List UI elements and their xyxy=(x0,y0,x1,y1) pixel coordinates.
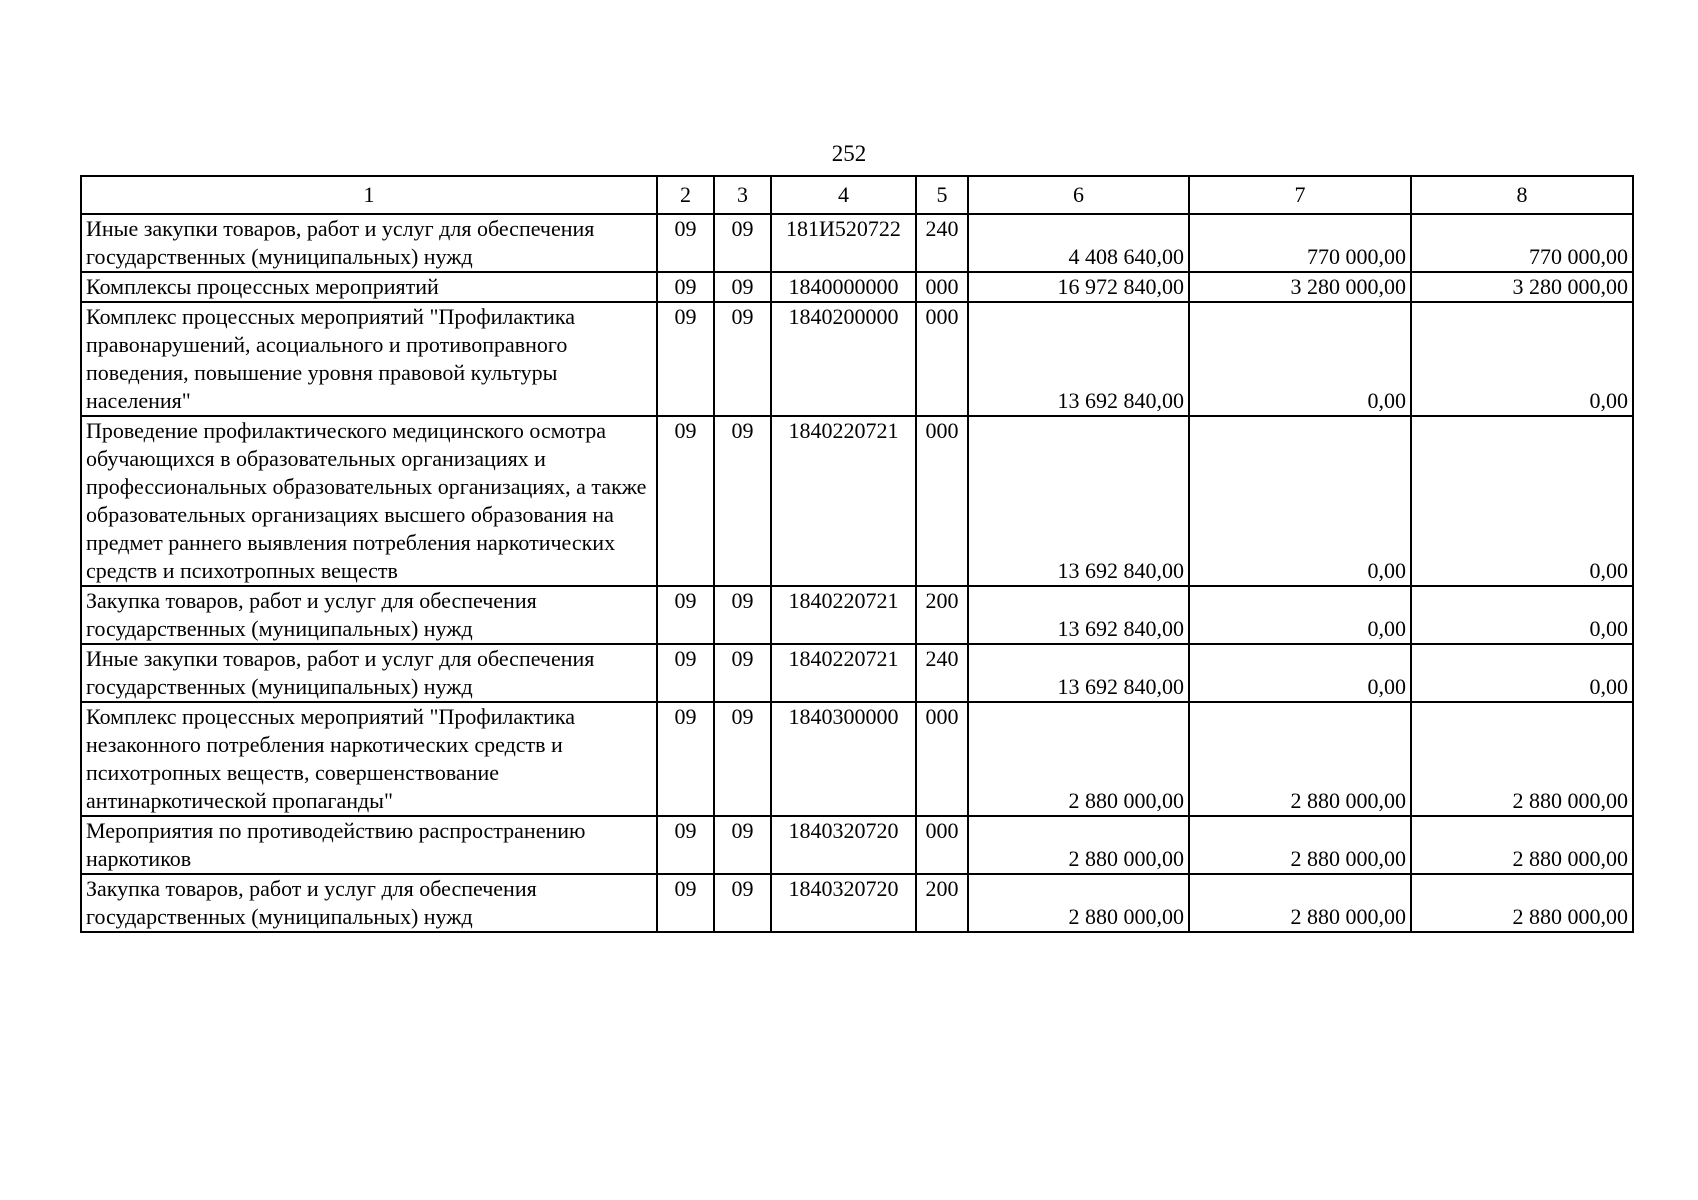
amount-col7: 2 880 000,00 xyxy=(1189,874,1411,932)
subsection-code: 09 xyxy=(714,702,771,816)
row-name: Закупка товаров, работ и услуг для обеспечения государственных (муниципальных) нужд xyxy=(81,586,657,644)
amount-col7: 2 880 000,00 xyxy=(1189,816,1411,874)
header-cell: 1 xyxy=(81,176,657,214)
row-name: Мероприятия по противодействию распространению наркотиков xyxy=(81,816,657,874)
expense-type-code: 000 xyxy=(916,302,968,416)
header-row xyxy=(81,176,1633,214)
amount-col7: 770 000,00 xyxy=(1189,214,1411,272)
amount-col7: 0,00 xyxy=(1189,302,1411,416)
amount-col6: 2 880 000,00 xyxy=(968,816,1189,874)
amount-col8: 3 280 000,00 xyxy=(1411,272,1633,302)
table-row xyxy=(81,416,1633,586)
subsection-code: 09 xyxy=(714,874,771,932)
expense-type-code: 000 xyxy=(916,816,968,874)
amount-col8: 0,00 xyxy=(1411,586,1633,644)
amount-col7: 0,00 xyxy=(1189,416,1411,586)
row-name: Закупка товаров, работ и услуг для обеспечения государственных (муниципальных) нужд xyxy=(81,874,657,932)
row-name: Иные закупки товаров, работ и услуг для обеспечения государственных (муниципальных) нужд xyxy=(81,644,657,702)
header-cell: 8 xyxy=(1411,176,1633,214)
amount-col7: 2 880 000,00 xyxy=(1189,702,1411,816)
table-row xyxy=(81,302,1633,416)
table-row xyxy=(81,874,1633,932)
subsection-code: 09 xyxy=(714,302,771,416)
amount-col6: 16 972 840,00 xyxy=(968,272,1189,302)
header-cell: 2 xyxy=(657,176,714,214)
page-number: 252 xyxy=(831,141,867,166)
amount-col6: 2 880 000,00 xyxy=(968,702,1189,816)
table-row xyxy=(81,644,1633,702)
section-code: 09 xyxy=(657,702,714,816)
amount-col7: 0,00 xyxy=(1189,644,1411,702)
amount-col8: 0,00 xyxy=(1411,416,1633,586)
row-name: Проведение профилактического медицинского осмотра обучающихся в образовательных организациях и профессиональных образовательных организациях, а также образовательных организациях высшего образования на предмет раннего выявления потребления наркотических средств и психотропных веществ xyxy=(81,416,657,586)
target-code: 1840220721 xyxy=(771,644,916,702)
row-name: Комплексы процессных мероприятий xyxy=(81,272,657,302)
header-cell: 5 xyxy=(916,176,968,214)
amount-col7: 0,00 xyxy=(1189,586,1411,644)
amount-col6: 4 408 640,00 xyxy=(968,214,1189,272)
expense-type-code: 200 xyxy=(916,586,968,644)
table-row xyxy=(81,702,1633,816)
table-row xyxy=(81,214,1633,272)
expense-type-code: 000 xyxy=(916,702,968,816)
section-code: 09 xyxy=(657,586,714,644)
target-code: 1840200000 xyxy=(771,302,916,416)
amount-col6: 13 692 840,00 xyxy=(968,416,1189,586)
expense-type-code: 000 xyxy=(916,272,968,302)
target-code: 1840320720 xyxy=(771,874,916,932)
amount-col6: 2 880 000,00 xyxy=(968,874,1189,932)
target-code: 1840220721 xyxy=(771,416,916,586)
expense-type-code: 240 xyxy=(916,644,968,702)
expense-type-code: 000 xyxy=(916,416,968,586)
section-code: 09 xyxy=(657,874,714,932)
expense-type-code: 200 xyxy=(916,874,968,932)
row-name: Иные закупки товаров, работ и услуг для обеспечения государственных (муниципальных) нужд xyxy=(81,214,657,272)
header-cell: 6 xyxy=(968,176,1189,214)
section-code: 09 xyxy=(657,816,714,874)
subsection-code: 09 xyxy=(714,644,771,702)
row-name: Комплекс процессных мероприятий "Профилактика правонарушений, асоциального и противоправного поведения, повышение уровня правовой культуры населения" xyxy=(81,302,657,416)
section-code: 09 xyxy=(657,644,714,702)
amount-col8: 2 880 000,00 xyxy=(1411,702,1633,816)
target-code: 181И520722 xyxy=(771,214,916,272)
subsection-code: 09 xyxy=(714,214,771,272)
target-code: 1840300000 xyxy=(771,702,916,816)
target-code: 1840220721 xyxy=(771,586,916,644)
amount-col8: 2 880 000,00 xyxy=(1411,816,1633,874)
subsection-code: 09 xyxy=(714,586,771,644)
expense-type-code: 240 xyxy=(916,214,968,272)
table-row xyxy=(81,586,1633,644)
budget-table xyxy=(80,175,1634,933)
subsection-code: 09 xyxy=(714,816,771,874)
table-row xyxy=(81,816,1633,874)
header-cell: 4 xyxy=(771,176,916,214)
section-code: 09 xyxy=(657,302,714,416)
target-code: 1840320720 xyxy=(771,816,916,874)
amount-col6: 13 692 840,00 xyxy=(968,644,1189,702)
header-cell: 3 xyxy=(714,176,771,214)
table-row xyxy=(81,272,1633,302)
amount-col8: 770 000,00 xyxy=(1411,214,1633,272)
amount-col7: 3 280 000,00 xyxy=(1189,272,1411,302)
header-cell: 7 xyxy=(1189,176,1411,214)
section-code: 09 xyxy=(657,272,714,302)
amount-col6: 13 692 840,00 xyxy=(968,302,1189,416)
section-code: 09 xyxy=(657,214,714,272)
amount-col6: 13 692 840,00 xyxy=(968,586,1189,644)
subsection-code: 09 xyxy=(714,416,771,586)
amount-col8: 2 880 000,00 xyxy=(1411,874,1633,932)
row-name: Комплекс процессных мероприятий "Профилактика незаконного потребления наркотических средств и психотропных веществ, совершенствование антинаркотической пропаганды" xyxy=(81,702,657,816)
amount-col8: 0,00 xyxy=(1411,644,1633,702)
subsection-code: 09 xyxy=(714,272,771,302)
section-code: 09 xyxy=(657,416,714,586)
target-code: 1840000000 xyxy=(771,272,916,302)
amount-col8: 0,00 xyxy=(1411,302,1633,416)
